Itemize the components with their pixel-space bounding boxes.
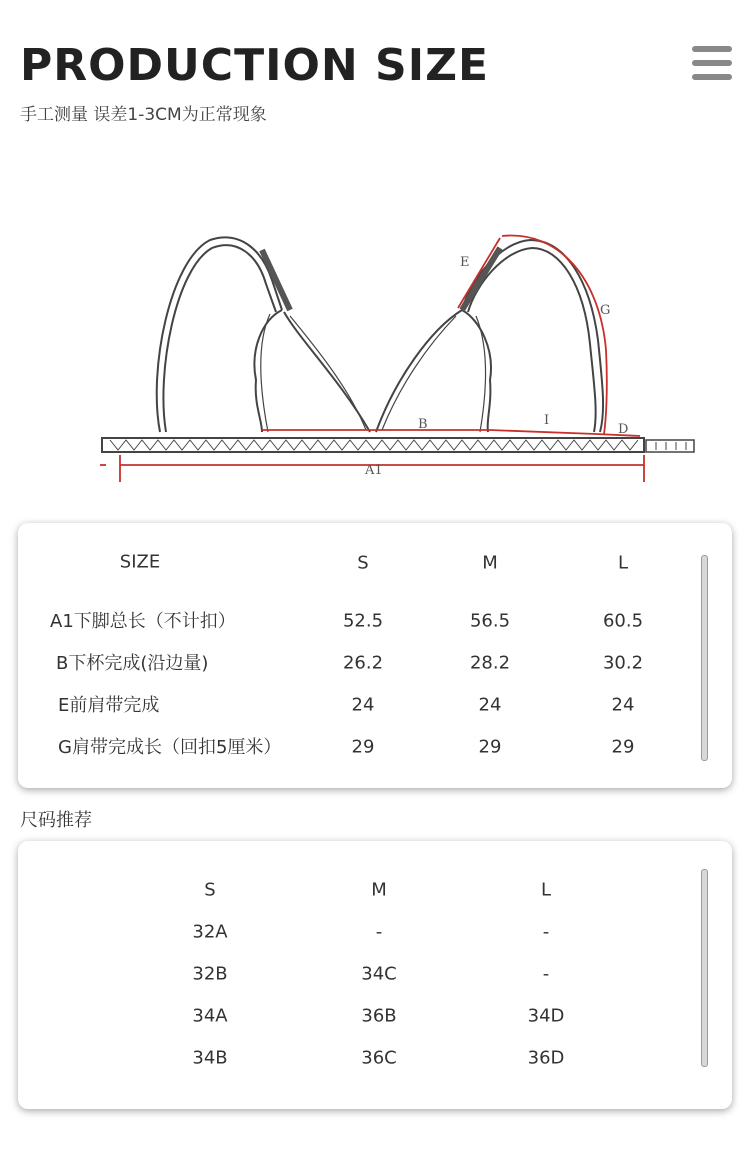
table-header-s: S bbox=[357, 552, 369, 574]
rec-cell: 34C bbox=[361, 963, 397, 985]
rec-cell: - bbox=[542, 921, 550, 943]
rec-cell: - bbox=[542, 963, 550, 985]
table-cell: 29 bbox=[351, 736, 375, 758]
rec-cell: 32B bbox=[192, 963, 228, 985]
table-cell: 29 bbox=[611, 736, 635, 758]
menu-icon[interactable] bbox=[692, 46, 732, 80]
rec-header-m: M bbox=[371, 879, 387, 901]
rec-cell: 34B bbox=[192, 1047, 228, 1069]
hook-tabs bbox=[646, 440, 694, 452]
measure-i bbox=[490, 430, 596, 434]
row-label-b: B下杯完成(沿边量) bbox=[56, 653, 209, 674]
table-cell: 26.2 bbox=[342, 652, 384, 674]
recommend-label: 尺码推荐 bbox=[20, 810, 92, 831]
rec-cell: 32A bbox=[192, 921, 228, 943]
band bbox=[102, 438, 644, 452]
rec-header-s: S bbox=[204, 879, 216, 901]
table-cell: 30.2 bbox=[602, 652, 644, 674]
label-e: E bbox=[460, 255, 470, 270]
rec-cell: 36C bbox=[361, 1047, 397, 1069]
row-label-e: E前肩带完成 bbox=[58, 695, 160, 716]
rec-cell: 34A bbox=[192, 1005, 228, 1027]
recommend-scrollbar[interactable] bbox=[701, 869, 708, 1067]
size-table-card bbox=[18, 523, 732, 788]
table-header-m: M bbox=[482, 552, 498, 574]
recommend-card bbox=[18, 841, 732, 1109]
row-label-a1: A1下脚总长（不计扣） bbox=[50, 611, 236, 632]
label-g: G bbox=[600, 303, 611, 318]
label-i: I bbox=[544, 413, 550, 428]
rec-cell: 36B bbox=[361, 1005, 397, 1027]
table-cell: 24 bbox=[351, 694, 375, 716]
table-cell: 52.5 bbox=[342, 610, 384, 632]
table-header-size: SIZE bbox=[119, 551, 161, 573]
rec-header-l: L bbox=[540, 879, 552, 901]
table-cell: 60.5 bbox=[602, 610, 644, 632]
rec-cell: - bbox=[375, 921, 383, 943]
label-b: B bbox=[418, 417, 428, 432]
table-cell: 29 bbox=[478, 736, 502, 758]
rec-cell: 34D bbox=[527, 1005, 565, 1027]
table-cell: 56.5 bbox=[469, 610, 511, 632]
measure-e bbox=[458, 238, 500, 308]
rec-cell: 36D bbox=[527, 1047, 565, 1069]
page-title: PRODUCTION SIZE bbox=[20, 40, 490, 91]
table-cell: 24 bbox=[611, 694, 635, 716]
table-cell: 28.2 bbox=[469, 652, 511, 674]
label-a1: A1 bbox=[365, 463, 383, 478]
row-label-g: G肩带完成长（回扣5厘米） bbox=[58, 737, 282, 758]
left-cup bbox=[254, 310, 282, 432]
table-header-l: L bbox=[617, 552, 629, 574]
label-d: D bbox=[618, 422, 629, 437]
bra-diagram bbox=[0, 220, 750, 490]
measure-g bbox=[502, 236, 607, 434]
table-cell: 24 bbox=[478, 694, 502, 716]
size-table-scrollbar[interactable] bbox=[701, 555, 708, 761]
page-subtitle: 手工测量 误差1-3CM为正常现象 bbox=[20, 105, 267, 125]
